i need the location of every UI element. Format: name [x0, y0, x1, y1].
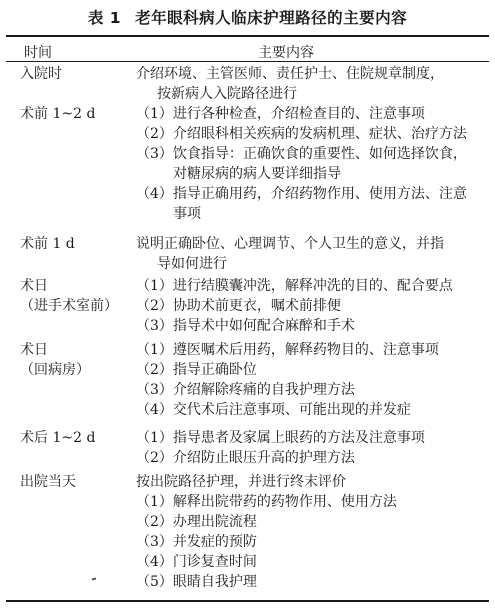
- header-time: 时间: [24, 45, 52, 61]
- row-content: （1）遵医嘱术后用药，解释药物目的、注意事项 （2）指导正确卧位 （3）介绍解除疼痛的自我护理方法 （4）交代术后注意事项、可能出现的并发症: [136, 342, 439, 418]
- row-content: 介绍环境、主管医师、责任护士、住院规章制度， 按新病人入院路径进行: [136, 66, 444, 102]
- row-time: 术前 1~2 d: [20, 106, 96, 122]
- row-time: 术前 1 d: [20, 236, 75, 252]
- row-time: 术日 （回病房）: [20, 342, 90, 378]
- row-time: 出院当天: [20, 474, 76, 490]
- row-time: 术日 （进手术室前）: [20, 278, 118, 314]
- row-content: （1）进行各种检查，介绍检查目的、注意事项 （2）介绍眼科相关疾病的发病机理、症状、治疗方法 （3）饮食指导：正确饮食的重要性、如何选择饮食， 对糖尿病的病人要详细指导 （4）指导正确用药，介绍药物作用、使用方法、注意 事项: [136, 106, 467, 222]
- table-title: 老年眼科病人临床护理路径的主要内容: [135, 9, 408, 27]
- table-label: 表 1: [87, 9, 122, 27]
- row-time: 术后 1~2 d: [20, 430, 96, 446]
- row-content: （1）指导患者及家属上眼药的方法及注意事项 （2）介绍防止眼压升高的护理方法: [136, 430, 425, 466]
- table-caption: [0, 6, 495, 28]
- bottom-rule: [6, 600, 489, 602]
- row-content: （1）进行结膜囊冲洗，解释冲洗的目的、配合要点 （2）协助术前更衣，嘱术前排便 （3）指导术中如何配合麻醉和手术: [136, 278, 453, 334]
- row-content: 按出院路径护理，并进行终末评价 （1）解释出院带药的药物作用、使用方法 （2）办理出院流程 （3）并发症的预防 （4）门诊复查时间 （5）眼睛自我护理: [136, 474, 397, 590]
- top-rule: [6, 35, 489, 37]
- row-content: 说明正确卧位、心理调节、个人卫生的意义，并指 导如何进行: [136, 236, 444, 272]
- header-rule: [6, 61, 489, 62]
- header-content: 主要内容: [258, 45, 314, 61]
- scan-speck: [92, 578, 96, 581]
- row-time: 入院时: [20, 66, 62, 82]
